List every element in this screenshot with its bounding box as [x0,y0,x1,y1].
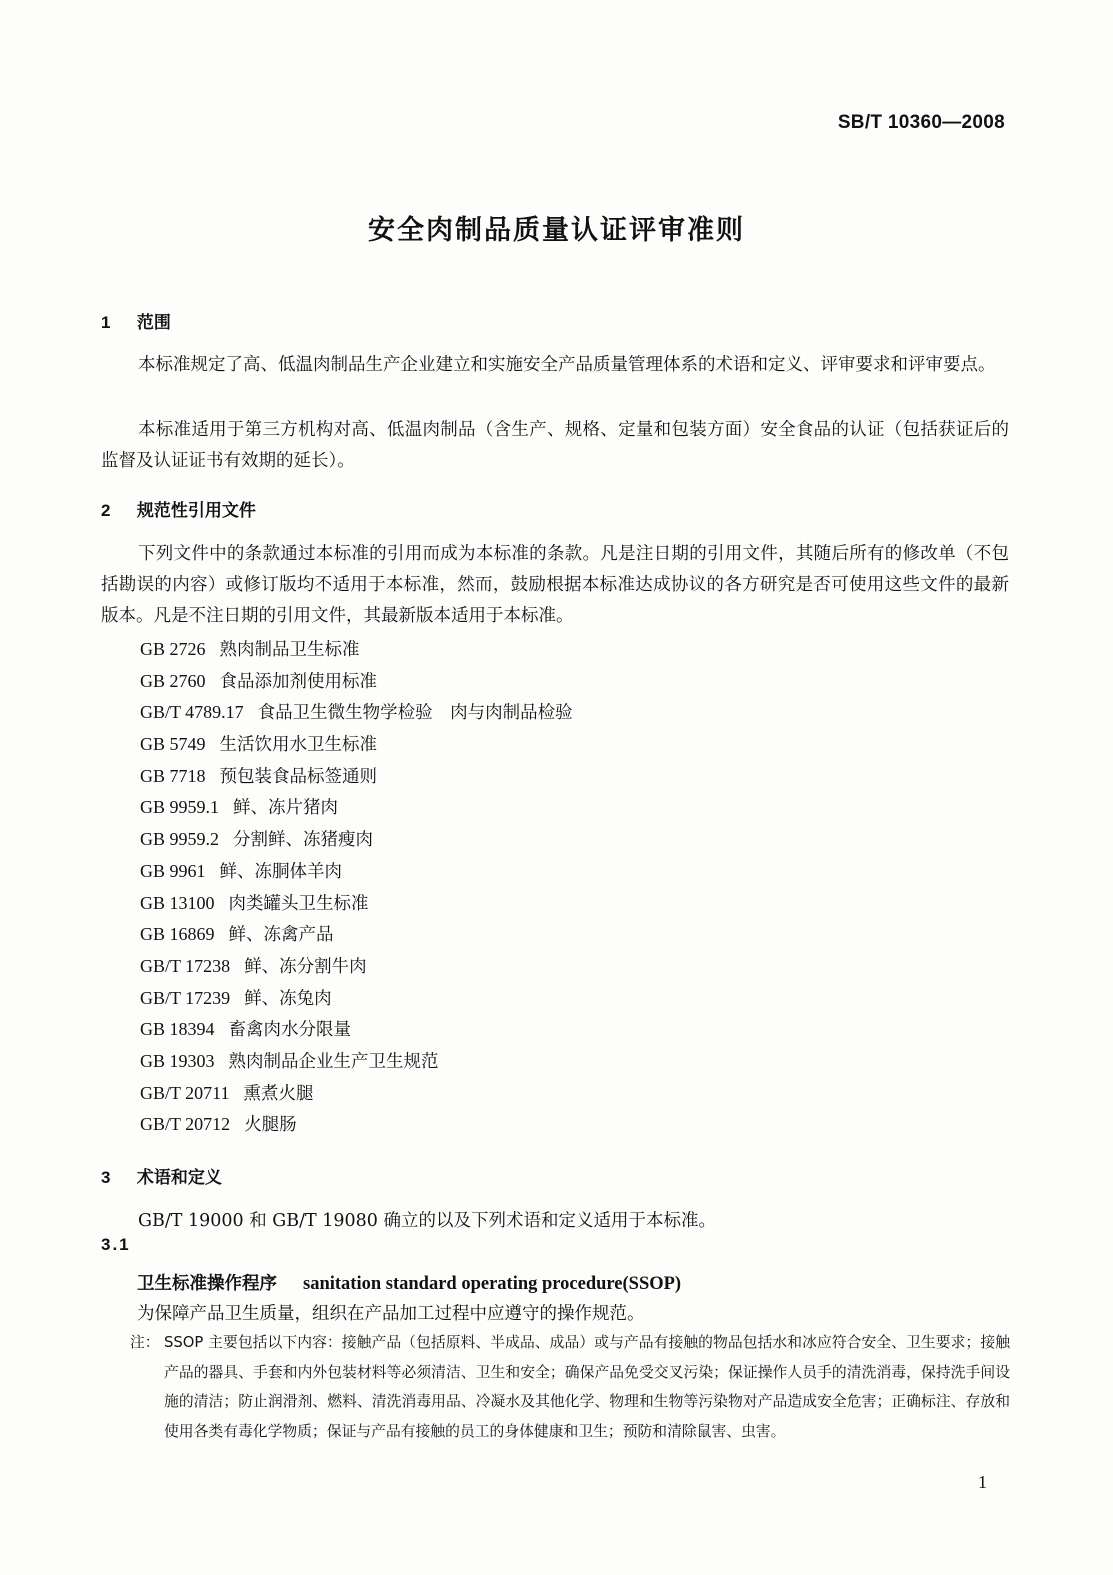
reference-code: GB 9961 [140,860,206,881]
reference-title: 肉类罐头卫生标准 [228,893,369,914]
section-2-number: 2 [101,501,111,520]
reference-item [140,792,573,824]
reference-item [140,1046,573,1078]
standard-code: SB/T 10360—2008 [837,112,1005,133]
reference-item [140,634,573,666]
reference-item [140,761,573,793]
term-note [130,1328,1010,1446]
section-1-paragraph-2: 本标准适用于第三方机构对高、低温肉制品（含生产、规格、定量和包装方面）安全食品的认证（包括获证后的监督及认证证书有效期的延长）。 [101,420,1009,471]
term-definition: 为保障产品卫生质量，组织在产品加工过程中应遵守的操作规范。 [137,1304,645,1324]
reference-title: 分割鲜、冻猪瘦肉 [233,830,374,851]
reference-code: GB 13100 [140,892,215,913]
reference-code: GB 2726 [140,639,206,659]
reference-code: GB 18394 [140,1019,215,1040]
term-entry [137,1270,681,1295]
reference-title: 鲜、冻胴体羊肉 [219,861,343,882]
reference-title: 预包装食品标签通则 [219,766,378,787]
reference-code: GB/T 4789.17 [140,702,244,723]
section-3-title: 术语和定义 [136,1168,222,1188]
section-2-heading [101,496,256,521]
reference-code: GB/T 17239 [140,987,231,1008]
reference-code: GB/T 20712 [140,1114,231,1135]
reference-code: GB 7718 [140,765,206,786]
section-1-paragraph-1: 本标准规定了高、低温肉制品生产企业建立和实施安全产品质量管理体系的术语和定义、评审要求和评审要点。 [138,355,996,375]
reference-item [140,697,573,729]
reference-title: 熟肉制品企业生产卫生规范 [228,1051,439,1072]
reference-title: 食品添加剂使用标准 [219,671,378,692]
reference-title: 食品卫生微生物学检验 肉与肉制品检验 [257,703,573,724]
page-number: 1 [978,1472,987,1492]
note-label: 注： [130,1334,160,1351]
reference-title: 生活饮用水卫生标准 [219,735,378,756]
reference-item [140,1109,573,1141]
reference-item [140,983,573,1015]
reference-title: 鲜、冻兔肉 [244,988,332,1009]
reference-code: GB/T 20711 [140,1082,230,1103]
reference-item [140,856,573,888]
section-2-paragraph-1: 下列文件中的条款通过本标准的引用而成为本标准的条款。凡是注日期的引用文件，其随后所有的修改单（不包括勘误的内容）或修订版均不适用于本标准，然而，鼓励根据本标准达成协议的各方研究是否可使用这些文件的最新版本。凡是不注日期的引用文件，其最新版本适用于本标准。 [101,544,1009,626]
reference-code: GB 16869 [140,924,215,945]
section-3-heading [101,1163,222,1188]
reference-title: 鲜、冻分割牛肉 [244,956,367,977]
reference-title: 鲜、冻禽产品 [228,925,334,946]
reference-item [140,1014,573,1046]
term-chinese: 卫生标准操作程序 [137,1274,277,1294]
reference-title: 火腿肠 [244,1115,297,1136]
document-title: 安全肉制品质量认证评审准则 [368,215,745,246]
reference-item [140,888,573,920]
reference-title: 鲜、冻片猪肉 [233,798,339,819]
reference-code: GB 5749 [140,734,206,755]
reference-code: GB 2760 [140,670,206,691]
reference-title: 熏煮火腿 [243,1083,314,1104]
section-1-title: 范围 [136,313,171,333]
reference-code: GB 19303 [140,1050,215,1071]
section-1-heading [101,308,171,333]
reference-code: GB 9959.1 [140,797,220,818]
reference-code: GB/T 17238 [140,955,231,976]
note-text: SSOP 主要包括以下内容：接触产品（包括原料、半成品、成品）或与产品有接触的物品包括水和冰应符合安全、卫生要求；接触产品的器具、手套和内外包装材料等必须清洁、卫生和安全；确保产品免受交叉污染；保证操作人员手的清洗消毒，保持洗手间设施的清洁；防止润滑剂、燃料、清洗消毒用品、冷凝水及其他化学、物理和生物等污染物对产品造成安全危害；正确标注、存放和使用各类有毒化学物质；保证与产品有接触的员工的身体健康和卫生；预防和清除鼠害、虫害。 [164,1334,1010,1440]
reference-code: GB 9959.2 [140,829,220,850]
reference-title: 畜禽肉水分限量 [228,1020,352,1041]
reference-title: 熟肉制品卫生标准 [219,640,360,660]
section-3-paragraph-1: GB/T 19000 和 GB/T 19080 确立的以及下列术语和定义适用于本标准。 [138,1211,716,1231]
section-3-number: 3 [101,1168,111,1187]
reference-item [140,824,573,856]
normative-reference-list [140,634,573,1141]
section-1-number: 1 [101,313,111,332]
section-2-title: 规范性引用文件 [136,501,256,521]
reference-item [140,1078,573,1110]
reference-item [140,666,573,698]
reference-item [140,951,573,983]
term-english: sanitation standard operating procedure(SSOP) [303,1274,682,1294]
subsection-3-1-number: 3.1 [101,1235,131,1254]
reference-item [140,919,573,951]
reference-item [140,729,573,761]
